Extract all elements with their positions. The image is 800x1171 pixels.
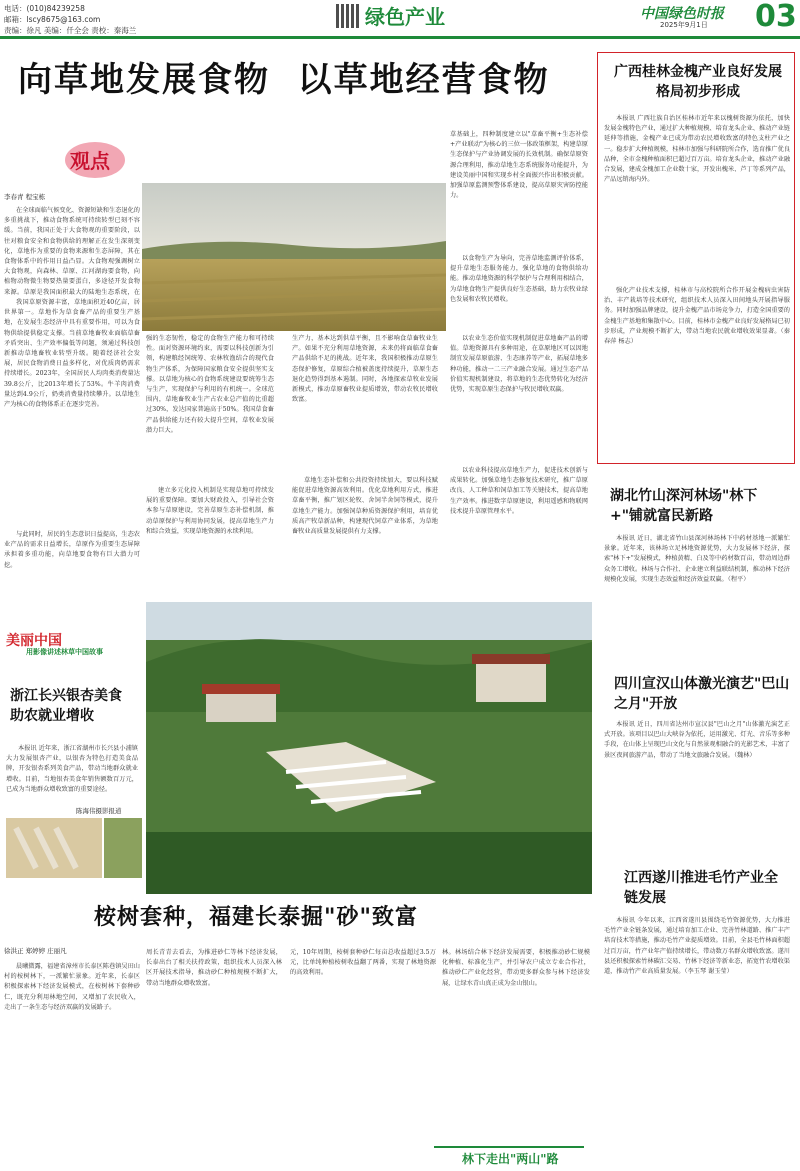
bottom-banner — [434, 1146, 584, 1168]
viewpoint-logo-text: 观点 — [70, 149, 110, 173]
main-col-4-p2: 以食物生产为导向，完善草地监测评价体系，提升草地生态服务能力，强化草地的食物供给功能。推动草地资源的科学保护与合理利用相结合，为草地食物生产提供良好生态基础，助力农牧业绿色发展和农牧民增收。 — [450, 255, 588, 303]
main-headline: 向草地发展食物 以草地经营食物 — [18, 60, 550, 100]
village-house-2 — [476, 662, 546, 702]
masthead-editors: 责编：徐凡 美编：仟全会 责校：秦海兰 — [4, 26, 137, 35]
main-col-3 — [292, 334, 438, 578]
masthead-email: 邮箱：lscy8675@163.com — [4, 15, 101, 24]
village-foreground — [146, 832, 592, 894]
main-col-2 — [146, 334, 274, 576]
photo-sky — [142, 183, 446, 253]
bottom-col-3: 元，10年周期，桉树套种砂仁每亩总收益超过3.5万元，比单纯种植桉树收益翻了两番，实现了林地资源的高效利用。 — [290, 949, 436, 977]
main-col-4 — [450, 130, 588, 632]
beauty-china-body: 本报讯 近年来，浙江省湖州市长兴县小浦镇大力发展银杏产业，以银杏为特色打造美食品牌，开发银杏系列美食产品，带动当地群众就业增收。目前，当地银杏美食年销售额数百万元，已成为当地群众增收致富的重要途径。 — [6, 745, 138, 793]
main-byline: 李春青 程宝栋 — [4, 193, 46, 201]
qr-code — [336, 4, 360, 28]
ginkgo-photo-2 — [104, 818, 142, 878]
page-number: 03 — [755, 0, 797, 34]
sidebar-3-body: 本报讯 近日，四川省达州市宣汉县"巴山之月"山体激光演艺正式开放。该项目以巴山大峡谷为依托，运用激光、灯光、音乐等多种手段，在山体上呈现巴山文化与自然景观相融合的光影艺术，丰富了景区夜间旅游产品，带动了当地文旅融合发展。（魏林） — [604, 721, 790, 759]
ginkgo-food-photos — [6, 818, 142, 878]
sidebar-3-headline: 四川宣汉山体激光演艺"巴山之月"开放 — [614, 676, 790, 712]
main-col-2-p2: 建立多元化投入机制是实现草地可持续发展的重要保障。要加大财政投入，引导社会资本参与草原建设，完善草原生态补偿机制，推动草原保护与利用协同发展，提高草地生产力和综合效益，实现草地资源的永续利用。 — [146, 487, 274, 535]
sidebar-2-body: 本报讯 近日，湖北省竹山县深河林场林下中药材基地一派繁忙景象。近年来，该林场立足林地资源优势，大力发展林下经济，探索"林下+"发展模式，种植黄精、白及等中药材数百亩，带动周边群众务工增收。林场与合作社、企业建立利益联结机制，推动林下经济规模化发展，实现生态效益和经济效益双赢。（程平） — [604, 535, 790, 583]
village-photo-sky — [146, 602, 592, 640]
bottom-col-2: 周长青青去看去，为推进砂仁等林下经济发展，长泰出台了相关扶持政策，组织技术人员深入林区开展技术指导，推动砂仁种植规模不断扩大，带动当地群众增收致富。 — [146, 949, 282, 987]
paper-name: 中国绿色时报 — [640, 6, 724, 22]
masthead-divider — [0, 36, 800, 39]
sidebar-1-body — [604, 114, 790, 446]
bottom-col-4: 林。林场结合林下经济发展需要，积极推动砂仁规模化种植、标准化生产，并引导农户成立专业合作社，推动砂仁产业化经营，带动更多群众参与林下经济发展，让绿水青山真正成为金山银山。 — [442, 949, 590, 987]
main-col-1 — [4, 206, 140, 590]
main-col-4-p4: 以农业科技提高草地生产力，促进技术创新与成果转化。加强草地生态修复技术研究，推广草原改良、人工种草和饲草加工等关键技术，提高草地生产效率。推进数字草原建设，利用遥感和物联网技术提升草原管理水平。 — [450, 467, 588, 515]
main-col-1-p3: 与此同时，居民的生态意识日益提高，生态农业产品的需求日益增长，草原作为重要生态屏障承担着多重功能，向草地要食物有巨大潜力可挖。 — [4, 531, 140, 569]
main-col-1-p1: 在全球面临气候变化、资源短缺和生态退化的多重挑战下，推动食物系统可持续转型已刻不容缓。当前，我国正处于大食物观的重要阶段，以往对粮食安全和食物供给的理解正在发生深刻变化，草地作为重要的食物来源和生态屏障，其在食物体系中的作用日益凸显。大食物观强调树立大食物观，向森林、草原、江河湖海要食物，向植物动物微生物要热量要蛋白，多途径开发食物来源。草原是我国面积最大的陆地生态系统，在 — [4, 207, 140, 296]
main-col-3-p1: 生产力，基本达到供草平衡，且不影响食草畜牧业生产。如果不充分利用草地资源，未来仍将面临草食畜产品供给不足的挑战。近年来，我国积极推动草原生态保护修复，草原综合植被盖度持续提升，草原生态退化趋势得到基本遏制。同时，各地探索草牧业发展新模式，推动草原畜牧业提质增效，带动农牧民增收致富。 — [292, 335, 438, 404]
masthead-contact — [4, 3, 164, 36]
main-col-4-p3: 以农业生态价值实现机制促进草地畜产品的增值。草地资源具有多种用途，在草原地区可以因地制宜发展草原旅游、生态康养等产业，拓展草地多种功能，推动一二三产业融合发展。通过生态产品价值实现机制建设，将草地的生态优势转化为经济优势，实现草原生态保护与牧民增收双赢。 — [450, 335, 588, 394]
beauty-china-logo — [6, 630, 146, 658]
village-house-1-roof — [202, 684, 280, 694]
village-house-1 — [206, 692, 276, 722]
main-col-4-p1: 草基础上，四种制度建立以"草畜平衡+生态补偿+产业联动"为核心的三位一体政策框架，构建草原生态保护与产业协调发展的长效机制。确保草原资源合理利用，推动草地生态系统服务功能提升，为建设美丽中国和实现乡村全面振兴作出积极贡献。加强草原监测预警体系建设，提高草原灾害防控能力。 — [450, 131, 588, 200]
beauty-china-subtitle: 用影像讲述林草中国故事 — [26, 648, 103, 656]
main-col-2-p1: 强的生态韧性，稳定的食物生产能力和可持续性。面对资源环境约束，需要以科技创新为引领，构建粮经饲统筹、农林牧渔结合的现代食物生产体系，为保障国家粮食安全提供坚实支撑。以草地为核心的食物系统建设要统筹生态与生产，实现保护与利用的有机统一。全球范围内，草地畜牧业生产占农业总产值的比重超过30%，发达国家普遍高于50%。我国草食畜产品供给能力还有较大提升空间，草牧业发展潜力巨大。 — [146, 335, 274, 434]
bottom-headline: 桉树套种，福建长泰掘"砂"致富 — [94, 904, 418, 930]
village-house-2-roof — [472, 654, 550, 664]
main-col-3-p2: 草地生态补偿和公共投资持续加大，要以科技赋能促进草地资源高效利用。优化草地利用方式，推进草畜平衡，推广划区轮牧、舍饲半舍饲等模式，提升草地生产能力。加强饲草种质资源保护利用，培育优质高产牧草新品种，构建现代饲草产业体系，为草地畜牧业高质量发展提供有力支撑。 — [292, 477, 438, 536]
sidebar-4-headline: 江西遂川推进毛竹产业全链发展 — [624, 870, 778, 906]
beauty-china-title: 美丽中国 — [6, 633, 62, 649]
sidebar-1-p1: 本报讯 广西壮族自治区桂林市近年来以槐树资源为依托，加快发展金槐特色产业，通过扩大种植规模、培育龙头企业、推动产业链延伸等措施，金槐产业已成为带动农民增收致富的特色支柱产业之一。稳步扩大种植规模，桂林市加强与科研院所合作，选育推广优良品种，全市金槐种植面积已超过百万亩。培育龙头企业，推动产业融合发展，建成金槐加工企业数十家，开发出槐米、芦丁等系列产品，产品远销海内外。 — [604, 115, 790, 184]
viewpoint-logo — [60, 138, 130, 186]
grassland-photo — [142, 183, 446, 331]
main-col-1-p2: 我国草原资源丰富，草地面积近40亿亩，居世界第一。草地作为草食畜产品的重要生产基地，在发展生态经济中具有重要作用，可以为食物供给提供稳定支撑。当前草地畜牧业面临草畜矛盾突出、生产效率偏低等问题，须通过科技创新推动草地畜牧业转型升级。随着经济社会发展，居民食物消费日益多样化，对优质肉奶需求持续增长。2023年，全国居民人均肉类消费量达39.8公斤，比2013年增长了53%。牛羊肉消费量达到4.9公斤，奶类消费量持续攀升。以草地生产为核心的食物体系正在逐步完善。 — [4, 299, 140, 409]
sidebar-2-headline: 湖北竹山深河林场"林下+"铺就富民新路 — [610, 488, 758, 524]
section-title: 绿色产业 — [365, 5, 445, 29]
forest-village-photo — [146, 602, 592, 894]
sidebar-1-headline: 广西桂林金槐产业良好发展格局初步形成 — [614, 64, 782, 100]
bottom-banner-text: 林下走出"两山"路 — [462, 1152, 559, 1166]
beauty-china-credit: 陈海伟摄影报道 — [76, 807, 122, 815]
masthead-phone: 电话：(010)84239258 — [4, 4, 85, 13]
bottom-col-1: 晨曦微露，福建省漳州市长泰区陈巷镇吴田山村的桉树林下，一派繁忙景象。近年来，长泰区积极探索林下经济发展模式，在桉树林下套种砂仁，既充分利用林地空间，又增加了农民收入，走出了一条生态与经济双赢的发展路子。 — [4, 963, 140, 1011]
masthead-date: 2025年9月1日 — [660, 21, 708, 29]
bottom-byline: 徐洪正 郑婷婷 庄丽凡 — [4, 947, 67, 955]
sidebar-1-p2: 强化产业技术支撑，桂林市与高校院所合作开展金槐病虫害防治、丰产栽培等技术研究，组织技术人员深入田间地头开展指导服务。同时加强品牌建设，提升金槐产品市场竞争力，打造全国重要的金槐生产基地和集散中心。目前，桂林市金槐产业良好发展格局已初步形成，产业规模不断扩大，带动当地农民就业增收效果显著。（秦春萍 杨志） — [604, 287, 790, 346]
sidebar-4-body: 本报讯 今年以来，江西省遂川县围绕毛竹资源优势，大力推进毛竹产业全链条发展，通过培育加工企业、完善竹林道路、推广丰产培育技术等措施，推动毛竹产业提质增效。目前，全县毛竹林面积超过百万亩，竹产业年产值持续增长，带动数万名群众增收致富。遂川县还积极探索竹林碳汇交易、竹林下经济等新业态，拓宽竹农增收渠道，推动竹产业高质量发展。（李玉琴 谢玉莹） — [604, 917, 790, 976]
beauty-china-headline: 浙江长兴银杏美食助农就业增收 — [10, 688, 122, 724]
